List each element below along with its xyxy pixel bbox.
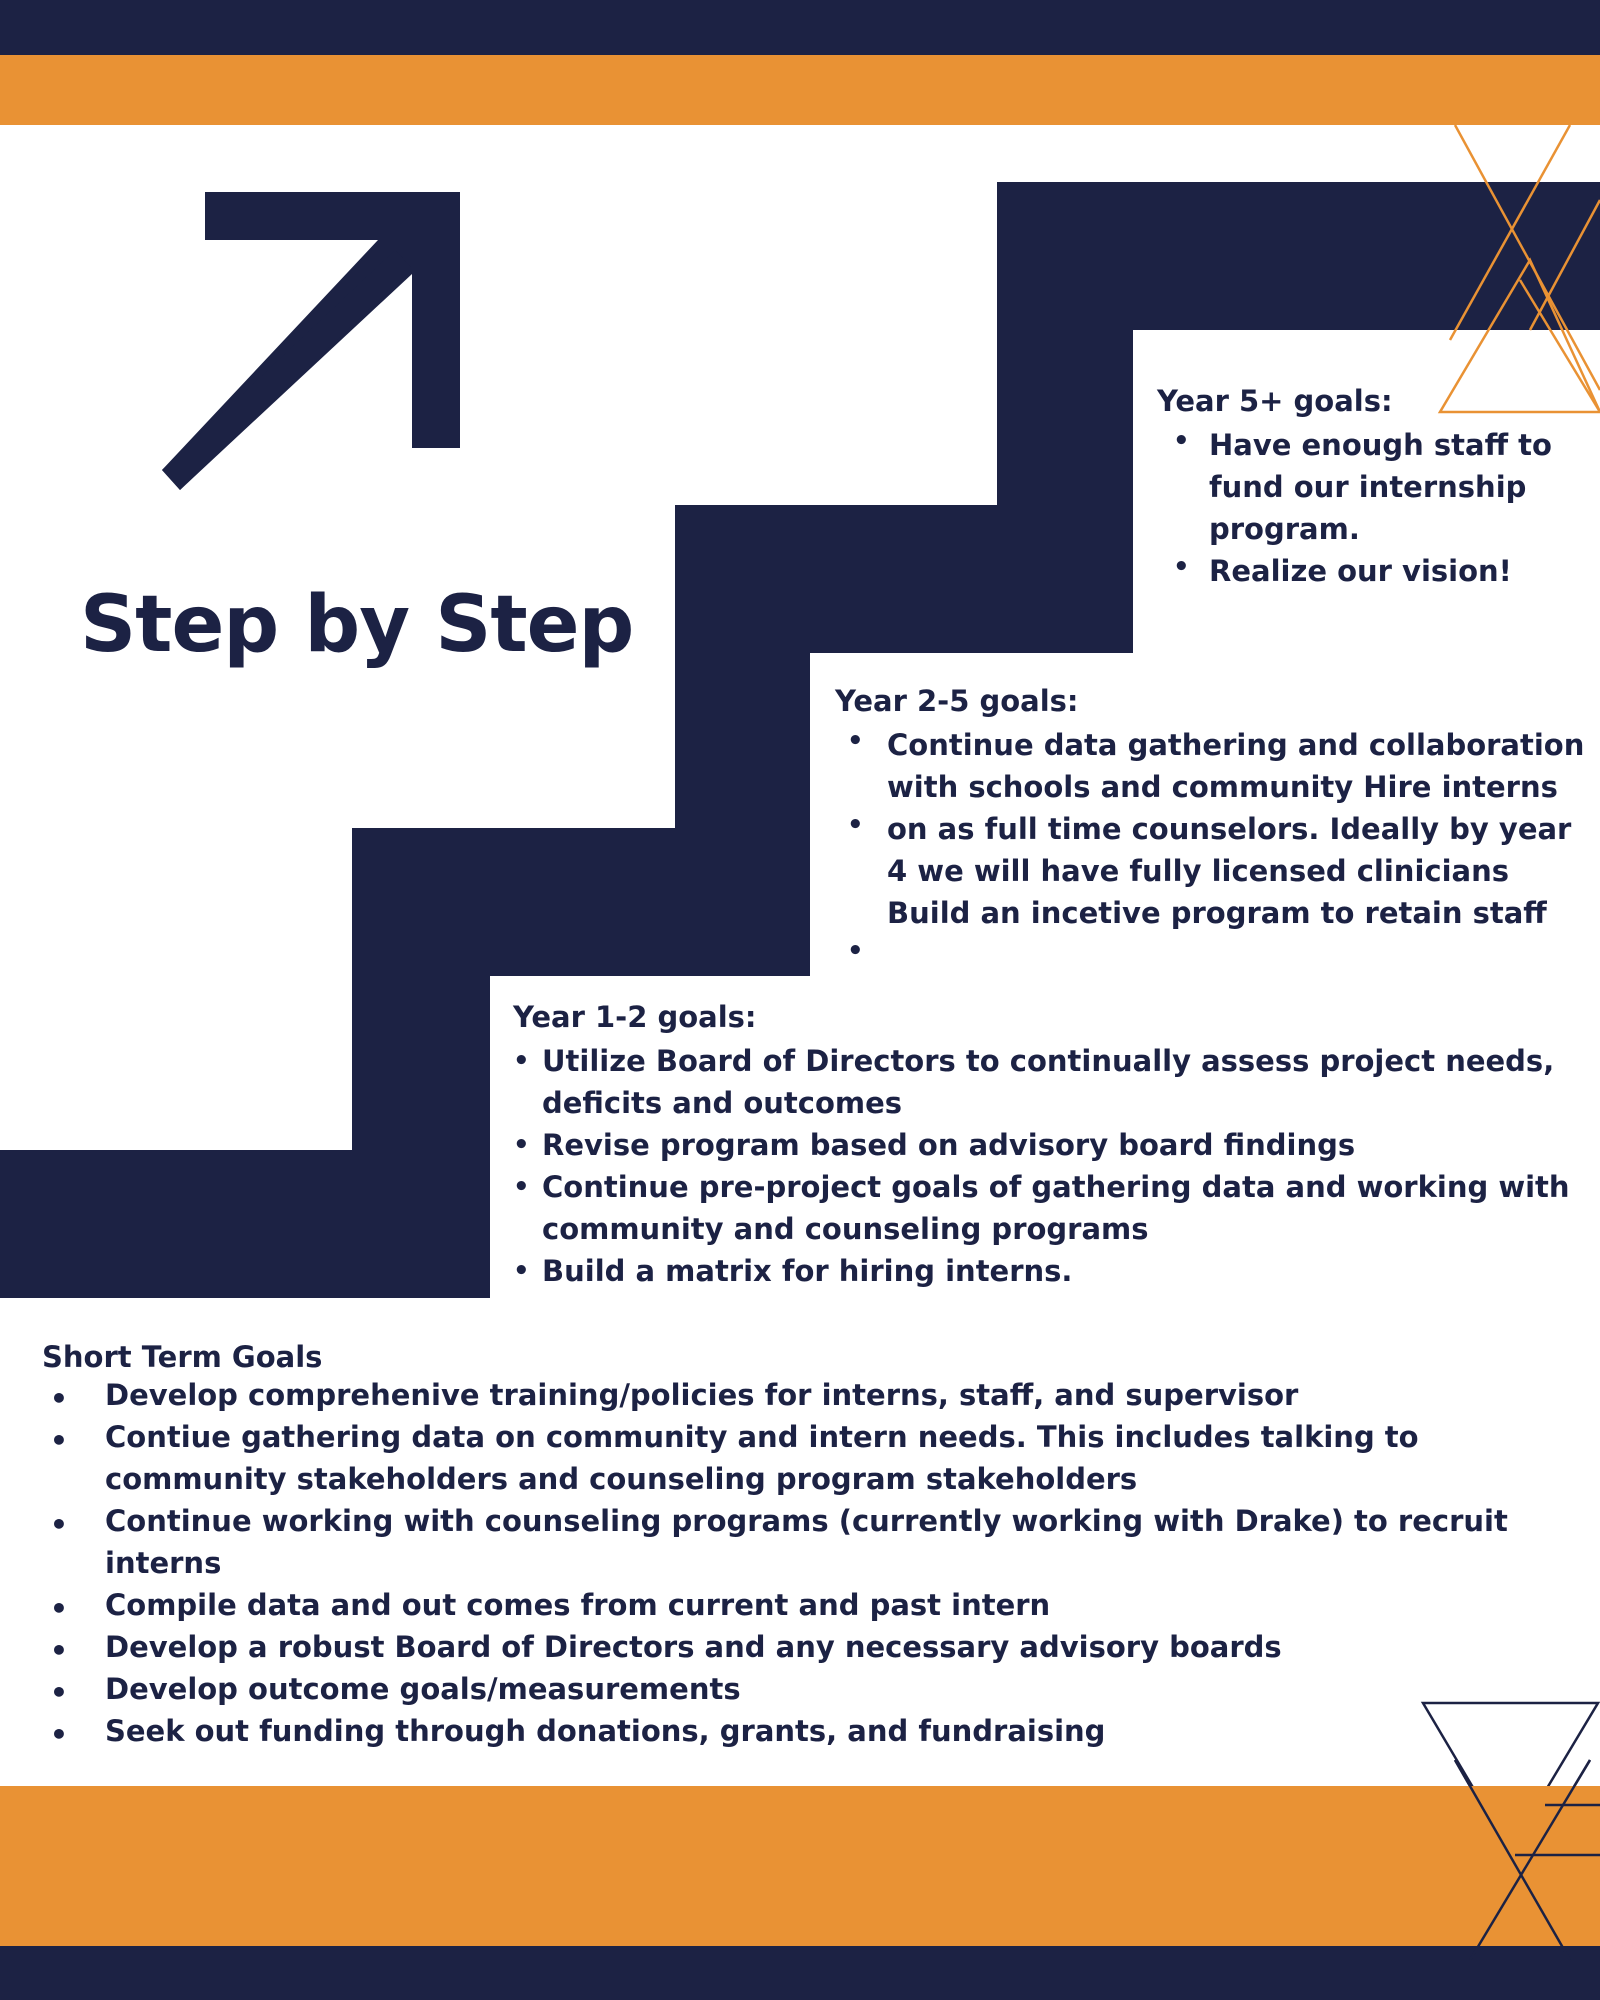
list-item: • Utilize Board of Directors to continually assess project needs, deficits and outcomes — [513, 1040, 1593, 1124]
year25-goals-section — [835, 684, 1595, 976]
year5-goal-list — [1157, 424, 1577, 592]
bullet-icon: • — [50, 1718, 68, 1751]
list-item: • Continue pre-project goals of gathering data and working with community and counseling programs — [513, 1166, 1593, 1250]
bullet-icon: • — [847, 810, 864, 840]
bullet-icon: • — [50, 1634, 68, 1667]
bottom-navy-band — [0, 1946, 1600, 2000]
list-item: • Continue data gathering and collaboration with schools and community Hire interns — [835, 724, 1595, 808]
bullet-icon: • — [513, 1130, 530, 1160]
bullet-icon: • — [847, 936, 864, 966]
bullet-icon: • — [50, 1676, 68, 1709]
list-item: • Continue working with counseling programs (currently working with Drake) to recruit interns — [50, 1504, 1508, 1580]
year25-goal-list — [835, 724, 1595, 976]
year12-goal-list — [513, 1040, 1593, 1292]
list-item: • Develop comprehenive training/policies for interns, staff, and supervisor — [42, 1374, 1582, 1416]
short-term-goal-list — [42, 1374, 1582, 1752]
bullet-icon: • — [50, 1508, 68, 1541]
bullet-icon: • — [50, 1424, 68, 1457]
year12-goals-section — [513, 1000, 1593, 1292]
list-item: • Develop a robust Board of Directors and any necessary advisory boards — [42, 1626, 1582, 1668]
bullet-icon: • — [1173, 426, 1190, 456]
list-item: • Seek out funding through donations, grants, and fundraising — [42, 1710, 1582, 1752]
list-item: • on as full time counselors. Ideally by year 4 we will have fully licensed clinicians Build an incetive program to retain staff — [835, 808, 1595, 934]
list-item: • Compile data and out comes from current and past intern — [42, 1584, 1582, 1626]
list-item: • Realize our vision! — [1157, 550, 1577, 592]
bullet-icon: • — [50, 1382, 68, 1415]
year5-goals-section — [1157, 384, 1577, 592]
arrow-up-right-icon — [162, 192, 460, 490]
bullet-icon: • — [50, 1592, 68, 1625]
list-item: • Contiue gathering data on community and intern needs. This includes talking to community stakeholders and counseling program stakeholders — [50, 1420, 1419, 1496]
bullet-icon: • — [513, 1256, 530, 1286]
short-term-goals-section — [42, 1340, 1582, 1752]
list-item: • Have enough staff to fund our internship program. — [1157, 424, 1577, 550]
bullet-icon: • — [1173, 552, 1190, 582]
bullet-icon: • — [847, 726, 864, 756]
page-title: Step by Step — [80, 580, 634, 670]
year12-heading: Year 1-2 goals: — [513, 1000, 757, 1034]
list-item — [835, 934, 1595, 976]
year25-heading: Year 2-5 goals: — [835, 684, 1079, 718]
bullet-icon: • — [513, 1172, 530, 1202]
short-term-heading: Short Term Goals — [42, 1340, 323, 1374]
bullet-icon: • — [513, 1046, 530, 1076]
list-item: • Revise program based on advisory board findings — [513, 1124, 1593, 1166]
year5-heading: Year 5+ goals: — [1157, 384, 1393, 418]
bottom-orange-band — [0, 1786, 1600, 1946]
list-item: • Develop outcome goals/measurements — [42, 1668, 1582, 1710]
list-item: • Build a matrix for hiring interns. — [513, 1250, 1593, 1292]
